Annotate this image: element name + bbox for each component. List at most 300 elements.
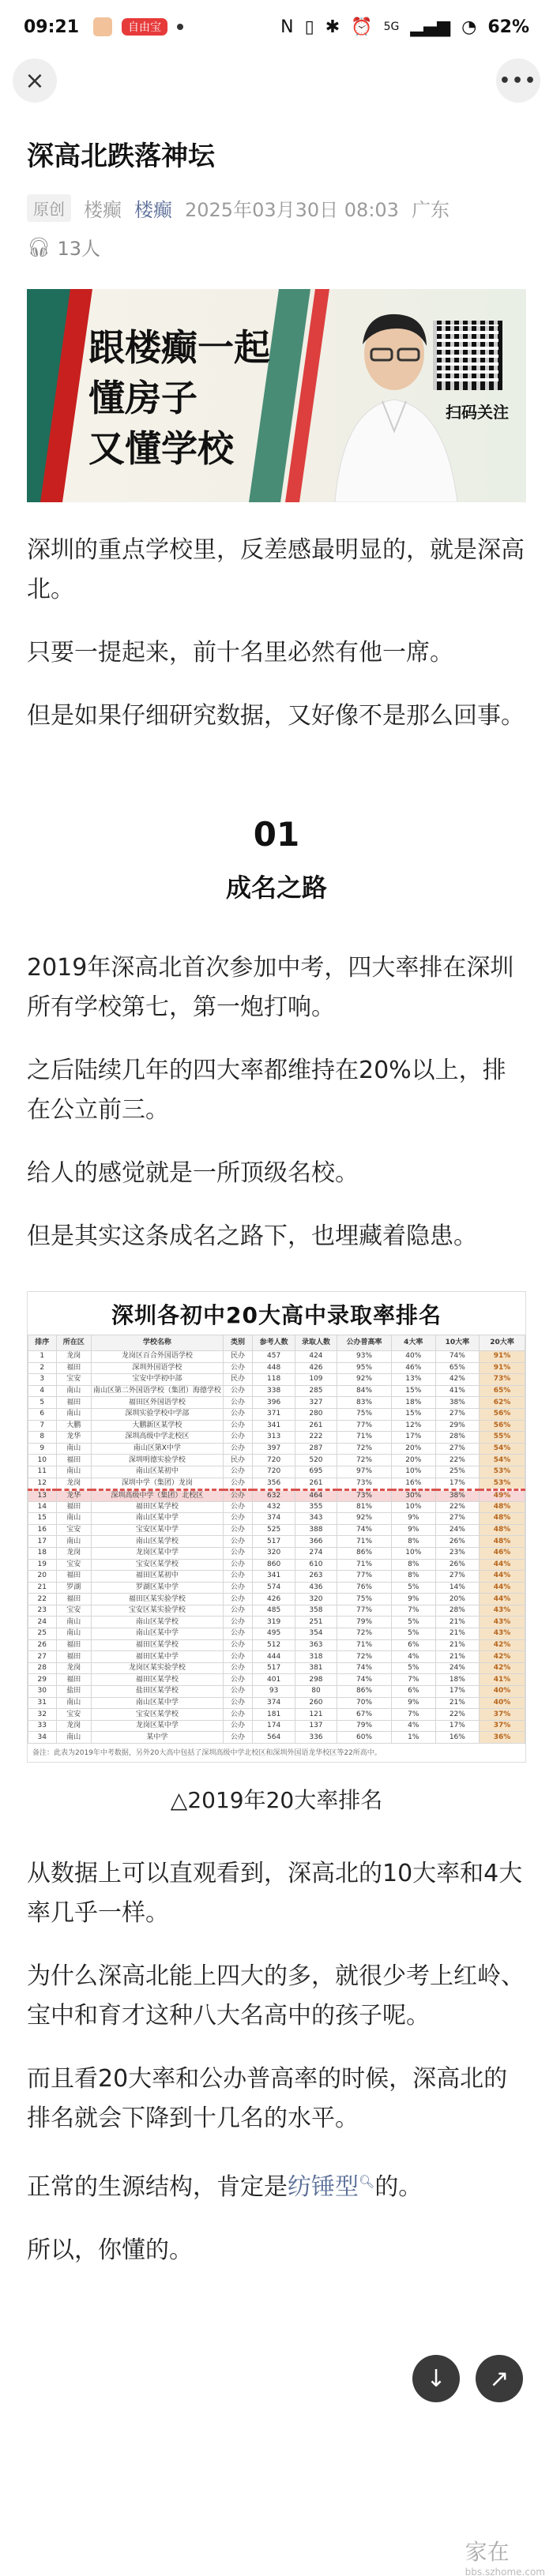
table-header-cell: 所在区 <box>56 1335 91 1351</box>
text-fragment: 的。 <box>374 2173 423 2201</box>
section-heading <box>27 815 526 904</box>
table-cell: 26% <box>435 1559 480 1571</box>
table-cell: 426 <box>253 1594 295 1605</box>
table-row <box>28 1617 525 1628</box>
table-cell: 南山区某学校 <box>91 1536 223 1548</box>
table-cell: 福田 <box>56 1651 91 1663</box>
headphones-icon: 🎧︎ <box>27 235 51 258</box>
table-cell: 5% <box>392 1662 436 1674</box>
table-cell: 15% <box>392 1408 436 1420</box>
table-cell: 56% <box>480 1420 525 1432</box>
table-cell: 福田 <box>56 1362 91 1374</box>
slogan-line: 又懂学校 <box>88 427 234 470</box>
table-cell: 73% <box>337 1478 392 1489</box>
table-cell: 42% <box>435 1374 480 1386</box>
table-cell: 2 <box>28 1362 57 1374</box>
alarm-icon: ⏰ <box>351 17 373 37</box>
account-link[interactable]: 楼癫 <box>134 199 172 221</box>
table-header-row <box>28 1335 525 1351</box>
table-cell: 公办 <box>223 1501 253 1513</box>
table-cell: 宝安区某学校 <box>91 1709 223 1721</box>
table-cell: 24 <box>28 1617 57 1628</box>
table-cell: 福田 <box>56 1674 91 1686</box>
app-notification-icon <box>93 17 112 36</box>
table-cell: 福田区某中学 <box>91 1651 223 1663</box>
table-cell: 263 <box>295 1571 337 1583</box>
table-cell: 22% <box>435 1709 480 1721</box>
table-row <box>28 1385 525 1397</box>
table-cell: 517 <box>253 1536 295 1548</box>
slogan-line: 懂房子 <box>88 377 198 419</box>
section-number <box>254 815 299 854</box>
table-cell: 某中学 <box>91 1732 223 1744</box>
table-row <box>28 1443 525 1455</box>
table-cell: 33 <box>28 1720 57 1732</box>
table-cell: 48% <box>480 1536 525 1548</box>
table-cell: 南山 <box>56 1536 91 1548</box>
table-cell: 15% <box>392 1385 436 1397</box>
ranking-table-image[interactable] <box>27 1291 526 1763</box>
text-fragment: 正常的生源结构，肯定是 <box>27 2173 288 2201</box>
table-cell: 22% <box>435 1501 480 1513</box>
table-header-cell: 排序 <box>28 1335 57 1351</box>
table-cell: 公办 <box>223 1478 253 1489</box>
notification-badge: 自由宝 <box>122 18 167 36</box>
table-cell: 南山 <box>56 1443 91 1455</box>
table-cell: 28 <box>28 1662 57 1674</box>
table-cell: 610 <box>295 1559 337 1571</box>
table-cell: 121 <box>295 1709 337 1721</box>
table-cell: 公办 <box>223 1408 253 1420</box>
table-cell: 75% <box>337 1594 392 1605</box>
table-cell: 67% <box>337 1709 392 1721</box>
table-cell: 397 <box>253 1443 295 1455</box>
table-cell: 6% <box>392 1686 436 1698</box>
table-cell: 公办 <box>223 1674 253 1686</box>
slogan-line: 跟楼癫一起 <box>88 326 270 369</box>
author-name: 楼癫 <box>84 199 122 221</box>
table-cell: 75% <box>337 1408 392 1420</box>
table-cell: 1 <box>28 1351 57 1363</box>
table-cell: 74% <box>337 1662 392 1674</box>
table-cell: 南山 <box>56 1628 91 1640</box>
table-cell: 12% <box>392 1420 436 1432</box>
table-cell: 公办 <box>223 1489 253 1501</box>
table-cell: 公办 <box>223 1362 253 1374</box>
table-cell: 41% <box>480 1674 525 1686</box>
table-cell: 9% <box>392 1697 436 1709</box>
table-row <box>28 1536 525 1548</box>
table-cell: 695 <box>295 1466 337 1478</box>
table-cell: 95% <box>337 1362 392 1374</box>
table-cell: 公办 <box>223 1513 253 1525</box>
table-cell: 381 <box>295 1662 337 1674</box>
table-cell: 20% <box>392 1443 436 1455</box>
table-cell: 公办 <box>223 1662 253 1674</box>
table-cell: 21 <box>28 1582 57 1594</box>
table-cell: 深圳高级中学（集团）北校区 <box>91 1489 223 1501</box>
table-cell: 27 <box>28 1651 57 1663</box>
table-cell: 41% <box>435 1385 480 1397</box>
table-cell: 公办 <box>223 1582 253 1594</box>
table-cell: 龙华 <box>56 1432 91 1444</box>
table-cell: 53% <box>480 1478 525 1489</box>
table-cell: 31 <box>28 1697 57 1709</box>
table-cell: 5% <box>392 1617 436 1628</box>
table-cell: 71% <box>337 1432 392 1444</box>
table-cell: 21% <box>435 1617 480 1628</box>
table-cell: 74% <box>337 1674 392 1686</box>
table-cell: 320 <box>253 1547 295 1559</box>
table-cell: 福田区某学校 <box>91 1501 223 1513</box>
table-cell: 319 <box>253 1617 295 1628</box>
table-cell: 93 <box>253 1686 295 1698</box>
table-cell: 432 <box>253 1501 295 1513</box>
table-cell: 720 <box>253 1466 295 1478</box>
table-row <box>28 1455 525 1466</box>
table-note: 备注：此表为2019年中考数据，另外20大高中包括了深圳高级中学北校区和深圳外国语龙华校区等22所高中。 <box>32 1749 382 1757</box>
table-cell: 公办 <box>223 1605 253 1617</box>
table-cell: 南山区第X中学 <box>91 1443 223 1455</box>
table-cell: 62% <box>480 1397 525 1409</box>
table-cell: 44% <box>480 1571 525 1583</box>
table-row <box>28 1720 525 1732</box>
paragraph: 所以，你懂的。 <box>27 2236 193 2264</box>
table-cell: 福田 <box>56 1455 91 1466</box>
table-cell: 宝安区某中学 <box>91 1524 223 1536</box>
table-cell: 338 <box>253 1385 295 1397</box>
table-cell: 42% <box>480 1651 525 1663</box>
table-cell: 龙岗 <box>56 1662 91 1674</box>
table-cell: 福田 <box>56 1397 91 1409</box>
table-cell: 5 <box>28 1397 57 1409</box>
table-cell: 222 <box>295 1432 337 1444</box>
table-cell: 358 <box>295 1605 337 1617</box>
table-cell: 36% <box>480 1732 525 1744</box>
table-cell: 深圳外国语学校 <box>91 1362 223 1374</box>
share-button[interactable]: ↗ <box>476 2355 523 2402</box>
table-cell: 86% <box>337 1547 392 1559</box>
table-cell: 福田 <box>56 1571 91 1583</box>
paragraph: 2019年深高北首次参加中考，四大率排在深圳所有学校第七，第一炮打响。 <box>27 954 514 1021</box>
table-row <box>28 1397 525 1409</box>
table-cell: 27% <box>435 1443 480 1455</box>
table-cell: 龙岗区百合外国语学校 <box>91 1351 223 1363</box>
table-cell: 44% <box>480 1559 525 1571</box>
table-cell: 南山 <box>56 1617 91 1628</box>
table-cell: 宝安区某实验学校 <box>91 1605 223 1617</box>
table-cell: 73% <box>480 1374 525 1386</box>
paragraph: 为什么深高北能上四大的多，就很少考上红岭、宝中和育才这种八大名高中的孩子呢。 <box>27 1962 525 2030</box>
table-cell: 720 <box>253 1455 295 1466</box>
table-cell: 公办 <box>223 1432 253 1444</box>
table-cell: 320 <box>295 1594 337 1605</box>
table-row <box>28 1709 525 1721</box>
table-cell: 525 <box>253 1524 295 1536</box>
table-row <box>28 1351 525 1363</box>
table-cell: 深圳中学（集团）龙岗 <box>91 1478 223 1489</box>
more-options-button[interactable]: ••• <box>496 58 540 103</box>
paragraph <box>27 2162 526 2207</box>
table-cell: 南山区某中学 <box>91 1628 223 1640</box>
battery-level: 62% <box>487 17 529 37</box>
table-cell: 318 <box>295 1651 337 1663</box>
table-cell: 341 <box>253 1420 295 1432</box>
table-cell: 564 <box>253 1732 295 1744</box>
watermark-sub: bbs.szhome.com <box>465 2567 545 2576</box>
table-cell: 8% <box>392 1559 436 1571</box>
table-cell: 80 <box>295 1686 337 1698</box>
table-cell: 12 <box>28 1478 57 1489</box>
paragraph: 之后陆续几年的四大率都维持在20%以上，排在公立前三。 <box>27 1057 506 1124</box>
table-cell: 21% <box>435 1697 480 1709</box>
table-body <box>28 1351 525 1744</box>
search-icon[interactable]: 🔍︎ <box>359 2174 375 2189</box>
table-cell: 54% <box>480 1443 525 1455</box>
table-cell: 龙岗区某中学 <box>91 1547 223 1559</box>
table-cell: 22 <box>28 1594 57 1605</box>
table-cell: 109 <box>295 1374 337 1386</box>
table-cell: 44% <box>480 1582 525 1594</box>
table-cell: 21% <box>435 1651 480 1663</box>
table-cell: 65% <box>480 1385 525 1397</box>
paragraph: 深圳的重点学校里，反差感最明显的，就是深高北。 <box>27 536 525 603</box>
table-cell: 大鹏新区某学校 <box>91 1420 223 1432</box>
table-cell: 南山区某学校 <box>91 1617 223 1628</box>
table-cell: 盐田 <box>56 1686 91 1698</box>
table-cell: 118 <box>253 1374 295 1386</box>
search-link[interactable]: 纺锤型 <box>288 2173 359 2201</box>
table-cell: 15 <box>28 1513 57 1525</box>
table-cell: 公办 <box>223 1443 253 1455</box>
table-cell: 龙岗 <box>56 1547 91 1559</box>
table-cell: 27% <box>435 1571 480 1583</box>
table-cell: 龙华 <box>56 1489 91 1501</box>
table-row <box>28 1582 525 1594</box>
table-title: 深圳各初中20大高中录取率排名 <box>111 1302 442 1328</box>
table-cell: 457 <box>253 1351 295 1363</box>
table-cell: 38% <box>435 1397 480 1409</box>
table-cell: 24% <box>435 1662 480 1674</box>
table-cell: 354 <box>295 1628 337 1640</box>
promo-banner[interactable] <box>27 289 526 502</box>
table-cell: 22% <box>435 1455 480 1466</box>
table-cell: 137 <box>295 1720 337 1732</box>
table-row <box>28 1362 525 1374</box>
table-cell: 54% <box>480 1455 525 1466</box>
table-cell: 公办 <box>223 1686 253 1698</box>
table-cell: 72% <box>337 1628 392 1640</box>
table-cell: 公办 <box>223 1420 253 1432</box>
table-cell: 181 <box>253 1709 295 1721</box>
table-cell: 30 <box>28 1686 57 1698</box>
table-row <box>28 1697 525 1709</box>
table-cell: 6% <box>392 1639 436 1651</box>
table-header-cell: 参考人数 <box>253 1335 295 1351</box>
table-cell: 72% <box>337 1651 392 1663</box>
table-cell: 4% <box>392 1720 436 1732</box>
table-cell: 355 <box>295 1501 337 1513</box>
table-cell: 48% <box>480 1501 525 1513</box>
table-cell: 龙岗 <box>56 1478 91 1489</box>
table-cell: 37% <box>480 1709 525 1721</box>
table-cell: 574 <box>253 1582 295 1594</box>
table-row <box>28 1605 525 1617</box>
table-cell: 46% <box>480 1547 525 1559</box>
table-cell: 公办 <box>223 1385 253 1397</box>
table-cell: 280 <box>295 1408 337 1420</box>
table-cell: 374 <box>253 1697 295 1709</box>
table-cell: 南山 <box>56 1732 91 1744</box>
table-row <box>28 1513 525 1525</box>
table-cell: 260 <box>295 1697 337 1709</box>
table-cell: 520 <box>295 1455 337 1466</box>
table-cell: 龙岗 <box>56 1351 91 1363</box>
site-watermark <box>465 2535 545 2576</box>
table-cell: 公办 <box>223 1559 253 1571</box>
table-row <box>28 1628 525 1640</box>
table-cell: 374 <box>253 1513 295 1525</box>
paragraph: 而且看20大率和公办普高率的时候，深高北的排名就会下降到十几名的水平。 <box>27 2065 508 2132</box>
table-cell: 17% <box>392 1432 436 1444</box>
qr-label: 扫码关注 <box>446 403 509 422</box>
table-cell: 10% <box>392 1547 436 1559</box>
table-header-cell: 学校名称 <box>91 1335 223 1351</box>
image-caption: △2019年20大率排名 <box>170 1787 383 1813</box>
table-cell: 60% <box>337 1732 392 1744</box>
table-cell: 公办 <box>223 1524 253 1536</box>
table-cell: 17% <box>435 1720 480 1732</box>
table-row <box>28 1594 525 1605</box>
dot-icon <box>177 24 183 30</box>
bluetooth-icon: ✱ <box>325 17 340 37</box>
article-meta <box>27 194 526 222</box>
table-cell: 公办 <box>223 1697 253 1709</box>
table-cell: 93% <box>337 1351 392 1363</box>
table-cell: 71% <box>337 1536 392 1548</box>
table-cell: 13 <box>28 1489 57 1501</box>
table-cell: 13% <box>392 1374 436 1386</box>
table-cell: 20 <box>28 1571 57 1583</box>
table-cell: 25% <box>435 1466 480 1478</box>
table-cell: 深圳实验学校中学部 <box>91 1408 223 1420</box>
table-cell: 287 <box>295 1443 337 1455</box>
table-cell: 341 <box>253 1571 295 1583</box>
paragraph: 但是如果仔细研究数据，又好像不是那么回事。 <box>27 702 525 730</box>
table-cell: 公办 <box>223 1547 253 1559</box>
section-number-text: 01 <box>253 815 300 854</box>
table-cell: 龙岗 <box>56 1720 91 1732</box>
table-cell: 356 <box>253 1478 295 1489</box>
table-cell: 28% <box>435 1432 480 1444</box>
table-cell: 84% <box>337 1385 392 1397</box>
table-cell: 21% <box>435 1639 480 1651</box>
table-cell: 91% <box>480 1351 525 1363</box>
table-cell: 16% <box>435 1732 480 1744</box>
table-cell: 426 <box>295 1362 337 1374</box>
table-cell: 56% <box>480 1408 525 1420</box>
table-cell: 38% <box>435 1489 480 1501</box>
table-cell: 南山 <box>56 1513 91 1525</box>
table-cell: 261 <box>295 1478 337 1489</box>
table-cell: 18% <box>392 1397 436 1409</box>
table-cell: 福田 <box>56 1639 91 1651</box>
table-cell: 公办 <box>223 1571 253 1583</box>
table-header-cell: 20大率 <box>480 1335 525 1351</box>
table-cell: 民办 <box>223 1351 253 1363</box>
table-cell: 261 <box>295 1420 337 1432</box>
table-cell: 10 <box>28 1455 57 1466</box>
table-cell: 宝安区某学校 <box>91 1559 223 1571</box>
close-button[interactable]: × <box>13 58 57 103</box>
table-cell: 44% <box>480 1594 525 1605</box>
table-cell: 72% <box>337 1443 392 1455</box>
table-cell: 40% <box>480 1697 525 1709</box>
publish-datetime: 2025年03月30日 08:03 <box>185 199 399 221</box>
table-cell: 72% <box>337 1455 392 1466</box>
table-row <box>28 1420 525 1432</box>
original-tag: 原创 <box>27 194 71 222</box>
listeners-row[interactable] <box>27 233 526 261</box>
table-cell: 336 <box>295 1732 337 1744</box>
table-cell: 285 <box>295 1385 337 1397</box>
table-cell: 16% <box>392 1478 436 1489</box>
table-cell: 43% <box>480 1605 525 1617</box>
paragraph: 但是其实这条成名之路下，也埋藏着隐患。 <box>27 1222 477 1250</box>
table-cell: 深圳高级中学北校区 <box>91 1432 223 1444</box>
table-cell: 公办 <box>223 1732 253 1744</box>
table-header-cell: 公办普高率 <box>337 1335 392 1351</box>
table-cell: 79% <box>337 1720 392 1732</box>
table-cell: 70% <box>337 1697 392 1709</box>
table-row <box>28 1489 525 1501</box>
table-cell: 福田区某实验学校 <box>91 1594 223 1605</box>
table-cell: 龙岗区某中学 <box>91 1720 223 1732</box>
save-button[interactable]: ↓ <box>412 2355 460 2402</box>
table-cell: 7 <box>28 1420 57 1432</box>
table-cell: 公办 <box>223 1536 253 1548</box>
table-cell: 9% <box>392 1594 436 1605</box>
table-header-cell: 录取人数 <box>295 1335 337 1351</box>
table-cell: 48% <box>480 1524 525 1536</box>
table-cell: 11 <box>28 1466 57 1478</box>
table-cell: 48% <box>480 1513 525 1525</box>
table-cell: 福田区某学校 <box>91 1674 223 1686</box>
table-row <box>28 1466 525 1478</box>
table-cell: 517 <box>253 1662 295 1674</box>
table-cell: 34 <box>28 1732 57 1744</box>
table-cell: 公办 <box>223 1709 253 1721</box>
table-cell: 6 <box>28 1408 57 1420</box>
table-cell: 宝安 <box>56 1559 91 1571</box>
table-cell: 大鹏 <box>56 1420 91 1432</box>
table-cell: 37% <box>480 1720 525 1732</box>
table-cell: 民办 <box>223 1455 253 1466</box>
table-cell: 福田区某学校 <box>91 1639 223 1651</box>
table-cell: 南山 <box>56 1408 91 1420</box>
table-cell: 5% <box>392 1628 436 1640</box>
table-cell: 公办 <box>223 1594 253 1605</box>
table-cell: 74% <box>337 1524 392 1536</box>
table-cell: 南山区某中学 <box>91 1513 223 1525</box>
status-time: 09:21 <box>24 17 80 37</box>
signal-icon: ▂▄▆ <box>410 17 451 37</box>
table-cell: 宝安 <box>56 1374 91 1386</box>
table-cell: 40% <box>480 1686 525 1698</box>
table-cell: 76% <box>337 1582 392 1594</box>
table-row <box>28 1732 525 1744</box>
table-cell: 7% <box>392 1605 436 1617</box>
